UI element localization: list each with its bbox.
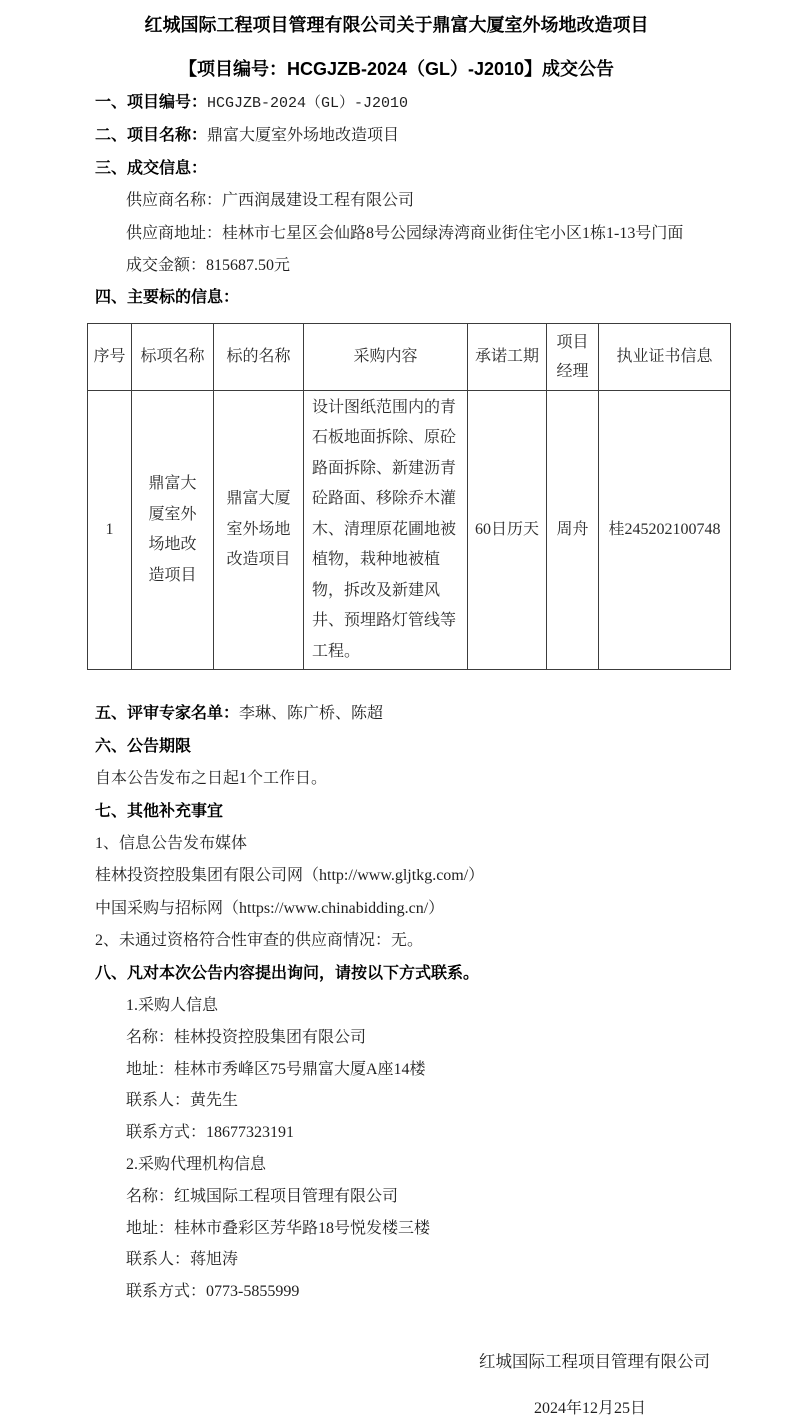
cell-duration: 60日历天 [468,390,547,670]
media-item-chinabidding: 中国采购与招标网（https://www.chinabidding.cn/） [95,899,445,917]
section-project-name [0,120,793,152]
unqualified-suppliers-line: 2、未通过资格符合性审查的供应商情况：无。 [95,932,424,950]
project-number-label: 一、项目编号： [95,94,208,111]
supplier-name-line: 供应商名称：广西润晟建设工程有限公司 [126,192,415,210]
agency-address: 地址：桂林市叠彩区芳华路18号悦发楼三楼 [126,1219,431,1237]
section-project-number [0,87,793,120]
cell-subject-name: 鼎富大厦室外场地改造项目 [214,390,304,670]
purchaser-contact-phone: 联系方式：18677323191 [126,1124,295,1142]
table-header-row [88,323,731,390]
cell-seq: 1 [88,390,132,670]
document-title-line1: 红城国际工程项目管理有限公司关于鼎富大厦室外场地改造项目 [144,15,649,35]
section-award-info-heading: 三、成交信息： [95,159,208,177]
experts-names: 李琳、陈广桥、陈超 [239,705,384,723]
col-header-item-name: 标项名称 [132,323,214,390]
project-name-label: 二、项目名称： [95,127,208,145]
purchaser-contact-person: 联系人：黄先生 [126,1092,239,1110]
section-experts [0,698,793,730]
col-header-subject-name: 标的名称 [214,323,304,390]
agency-contact-phone: 联系方式：0773-5855999 [126,1283,300,1301]
document-title-line2: 【项目编号：HCGJZB-2024（GL）-J2010】成交公告 [178,59,615,79]
signature-company: 红城国际工程项目管理有限公司 [479,1351,710,1371]
col-header-seq: 序号 [88,323,132,390]
cell-manager: 周舟 [547,390,599,670]
supplier-address-line: 供应商地址：桂林市七星区会仙路8号公园绿涛湾商业街住宅小区1栋1-13号门面 [126,224,684,242]
agency-contact-person: 联系人：蒋旭涛 [126,1251,239,1269]
project-number-value: HCGJZB-2024（GL）-J2010 [207,95,409,112]
col-header-content: 采购内容 [304,323,468,390]
col-header-cert: 执业证书信息 [599,323,731,390]
purchaser-address: 地址：桂林市秀峰区75号鼎富大厦A座14楼 [126,1060,426,1078]
media-item-gljtkg: 桂林投资控股集团有限公司网（http://www.gljtkg.com/） [95,867,485,885]
section-other-matters-heading: 七、其他补充事宜 [95,802,224,820]
notice-period-body: 自本公告发布之日起1个工作日。 [95,770,328,788]
col-header-duration: 承诺工期 [468,323,547,390]
section-contact-heading: 八、凡对本次公告内容提出询问，请按以下方式联系。 [95,964,480,982]
section-notice-period-heading: 六、公告期限 [95,737,192,755]
purchaser-info-title: 1.采购人信息 [126,997,219,1014]
purchaser-name: 名称：桂林投资控股集团有限公司 [126,1028,367,1046]
section-subject-info-heading: 四、主要标的信息： [95,289,240,307]
col-header-manager: 项目经理 [547,323,599,390]
cell-content: 设计图纸范围内的青石板地面拆除、原砼路面拆除、新建沥青砼路面、移除乔木灌木、清理原花圃地被植物，栽种地被植物，拆改及新建风井、预埋路灯管线等工程。 [304,390,468,670]
project-name-value: 鼎富大厦室外场地改造项目 [207,127,400,145]
agency-name: 名称：红城国际工程项目管理有限公司 [126,1187,399,1205]
award-amount-line: 成交金额：815687.50元 [126,257,291,275]
experts-label: 五、评审专家名单： [95,705,240,723]
signature-date: 2024年12月25日 [533,1399,646,1417]
cell-item-name: 鼎富大厦室外场地改造项目 [132,390,214,670]
agency-info-title: 2.采购代理机构信息 [126,1155,267,1173]
media-list-title: 1、信息公告发布媒体 [95,834,248,852]
subject-info-table [87,323,731,671]
table-row [88,390,731,670]
cell-cert: 桂245202100748 [599,390,731,670]
